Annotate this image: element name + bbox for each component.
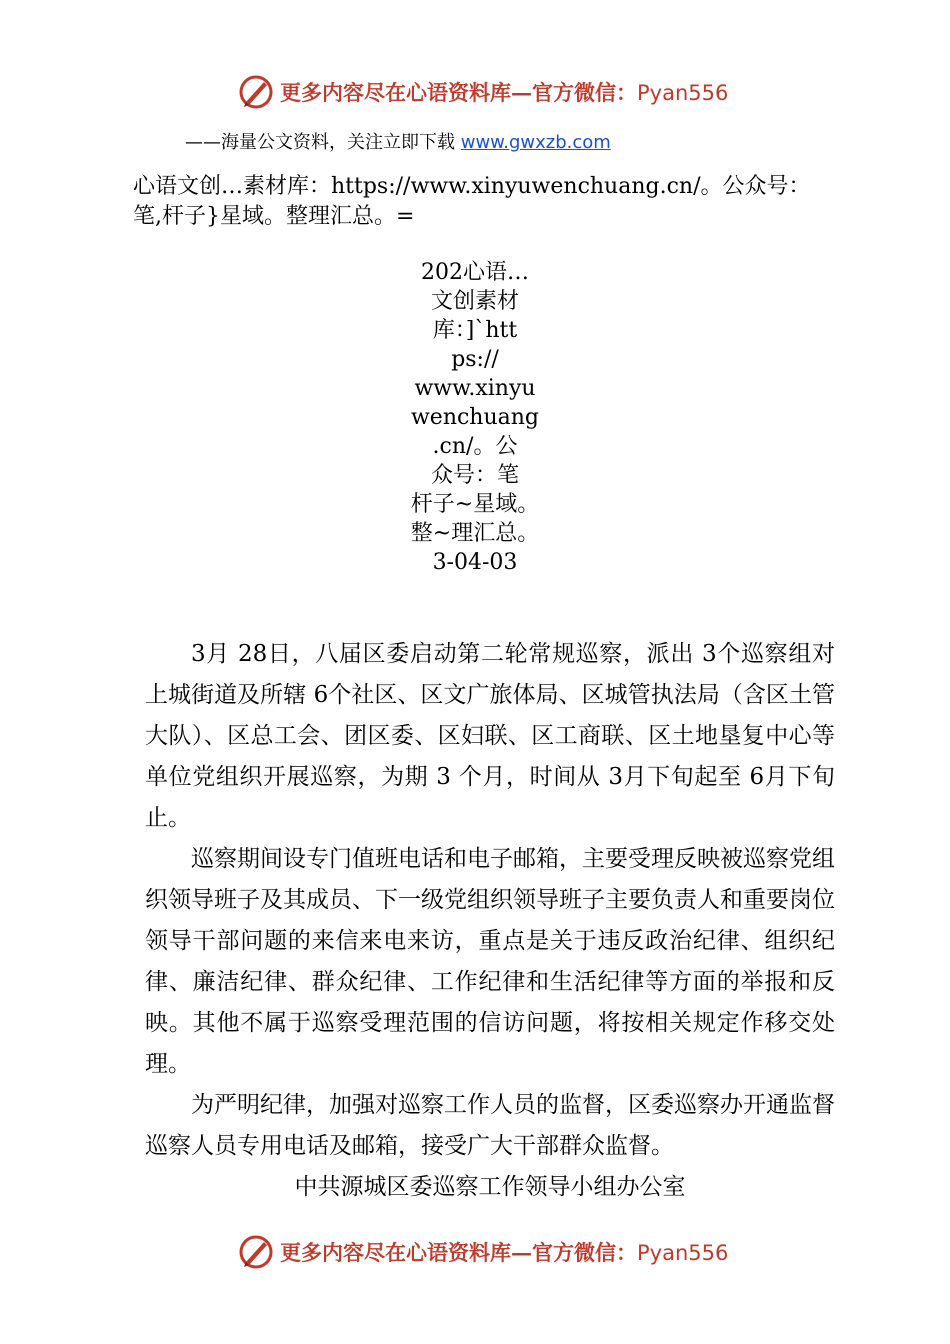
download-line [185,128,611,154]
stamp-block [380,258,570,577]
stamp-line: wenchuang [410,405,540,430]
paragraph-1: 3月 28日，八届区委启动第二轮常规巡察，派出 3个巡察组对上城街道及所辖 6个社区、区文广旅体局、区城管执法局（含区土管大队）、区总工会、团区委、区妇联、区工商联、区土地垦复中心等单位党组织开展巡察，为期 3 个月，时间从 3月下旬起至 6月下旬止。 [145,641,835,831]
stamp-line: 整~理汇总。 [410,521,540,546]
header-banner [238,72,728,112]
stamp-line: .cn/。公 [432,434,518,459]
download-link[interactable]: www.gwxzb.com [460,132,611,153]
signature: 中共源城区委巡察工作领导小组办公室 [294,1174,686,1200]
stamp-line: 文创素材 [430,289,519,314]
stamp-line: 202心语… [421,260,529,285]
download-line-text: ——海量公文资料，关注立即下载 [185,132,461,153]
stamp-line: ps:// [451,347,499,372]
banner-text: 更多内容尽在心语资料库—官方微信： [280,80,637,105]
banner-wechat-id: Pyan556 [637,81,729,105]
paragraph-2: 巡察期间设专门值班电话和电子邮箱，主要受理反映被巡察党组织领导班子及其成员、下一级党组织领导班子主要负责人和重要岗位领导干部问题的来信来电来访，重点是关于违反政治纪律、组织纪律、廉洁纪律、群众纪律、工作纪律和生活纪律等方面的举报和反映。其他不属于巡察受理范围的信访问题，将按相关规定作移交处理。 [145,846,835,1077]
pen-logo-icon [238,74,274,110]
stamp-line: 库：]`htt [432,318,518,343]
stamp-date: 3-04-03 [432,550,518,575]
stamp-line: 众号：笔 [430,463,519,488]
pen-logo-icon [238,1234,274,1270]
article-body [145,634,835,1208]
stamp-line: 杆子~星域。 [410,492,540,517]
stamp-line: www.xinyu [414,376,536,401]
footer-wechat-id: Pyan556 [637,1241,729,1265]
intro-paragraph: 心语文创…素材库：https://www.xinyuwenchuang.cn/。公众号：笔,杆子}星域。整理汇总。= [133,174,811,229]
footer-banner [238,1232,728,1272]
paragraph-3: 为严明纪律，加强对巡察工作人员的监督，区委巡察办开通监督巡察人员专用电话及邮箱，接受广大干部群众监督。 [145,1092,835,1159]
footer-banner-text: 更多内容尽在心语资料库—官方微信： [280,1240,637,1265]
